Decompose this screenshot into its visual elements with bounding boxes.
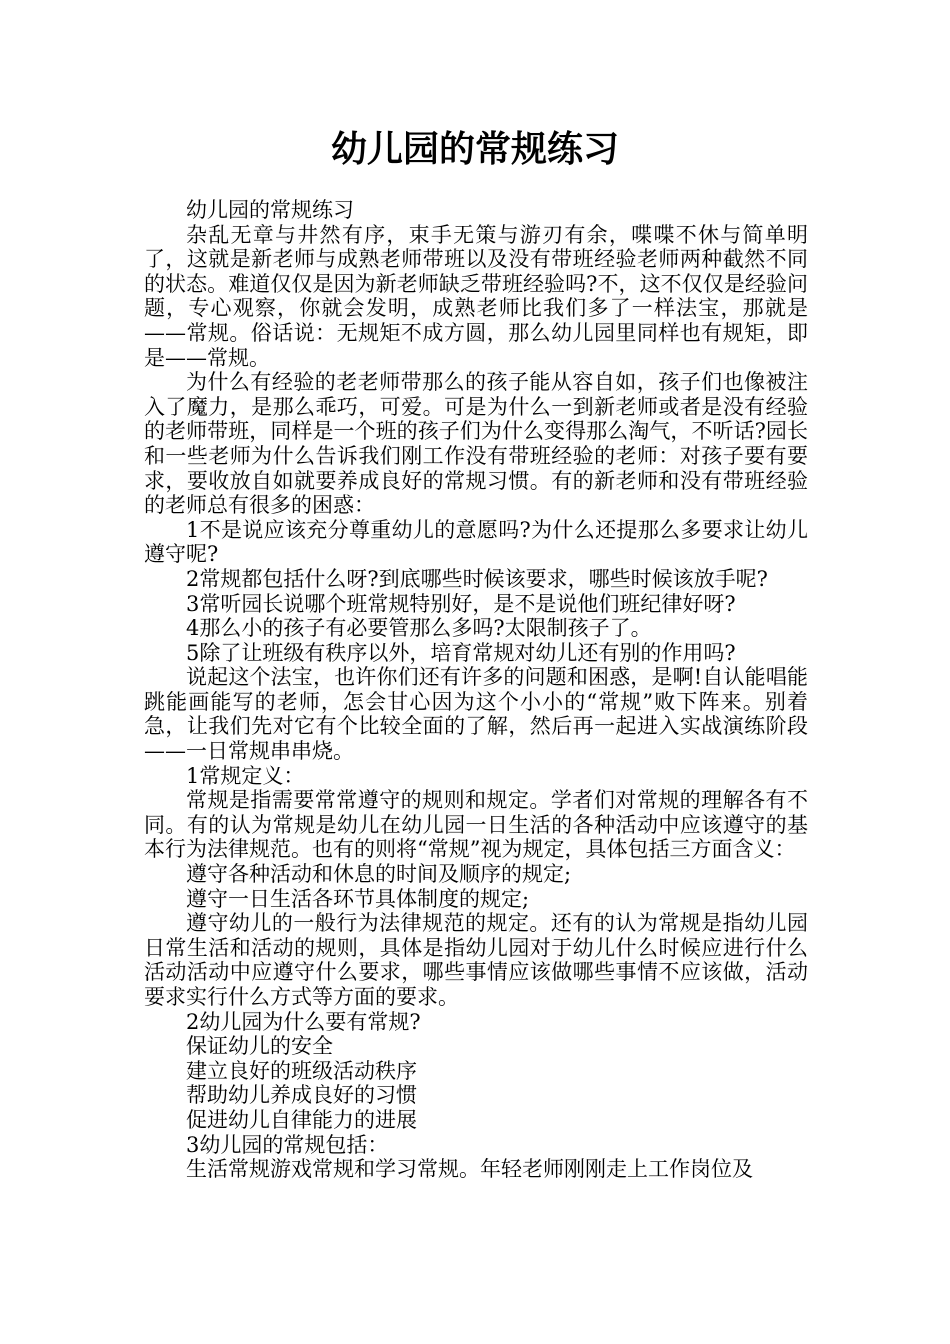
paragraph: 1不是说应该充分尊重幼儿的意愿吗?为什么还提那么多要求让幼儿遵守呢? <box>144 517 808 567</box>
paragraph: 促进幼儿自律能力的进展 <box>186 1107 417 1132</box>
paragraph: 遵守一日生活各环节具体制度的规定; <box>186 886 530 911</box>
paragraph: 4那么小的孩子有必要管那么多吗?太限制孩子了。 <box>186 616 652 641</box>
paragraph: 常规是指需要常常遵守的规则和规定。学者们对常规的理解各有不同。有的认为常规是幼儿在幼儿园一日生活的各种活动中应该遵守的基本行为法律规范。也有的则将“常规”视为规定，具体包括三方面含义： <box>144 788 808 862</box>
paragraph: 遵守各种活动和休息的时间及顺序的规定; <box>186 862 572 887</box>
paragraph: 幼儿园的常规练习 <box>186 198 354 222</box>
paragraph: 说起这个法宝，也许你们还有许多的问题和困惑，是啊!自认能唱能跳能画能写的老师，怎会甘心因为这个小小的“常规”败下阵来。别着急，让我们先对它有个比较全面的了解，然后再一起进入实战演练阶段——一日常规串串烧。 <box>144 665 808 764</box>
paragraph: 建立良好的班级活动秩序 <box>186 1058 417 1083</box>
document-title: 幼儿园的常规练习 <box>330 129 619 170</box>
paragraph: 2幼儿园为什么要有常规? <box>186 1009 421 1034</box>
paragraph: 为什么有经验的老老师带那么的孩子能从容自如，孩子们也像被注入了魔力，是那么乖巧，可爱。可是为什么一到新老师或者是没有经验的老师带班，同样是一个班的孩子们为什么变得那么淘气，不听话?园长和一些老师为什么告诉我们刚工作没有带班经验的老师：对孩子要有要求，要收放自如就要养成良好的常规习惯。有的新老师和没有带班经验的老师总有很多的困惑： <box>144 370 808 518</box>
paragraph: 3常听园长说哪个班常规特别好，是不是说他们班纪律好呀? <box>186 591 736 616</box>
paragraph: 3幼儿园的常规包括： <box>186 1132 389 1157</box>
document-body <box>144 198 808 1182</box>
paragraph: 遵守幼儿的一般行为法律规范的规定。还有的认为常规是指幼儿园日常生活和活动的规则，具体是指幼儿园对于幼儿什么时候应进行什么活动活动中应遵守什么要求，哪些事情应该做哪些事情不应该做，活动要求实行什么方式等方面的要求。 <box>144 911 808 1009</box>
paragraph: 帮助幼儿养成良好的习惯 <box>186 1083 417 1108</box>
paragraph: 杂乱无章与井然有序，束手无策与游刃有余，喋喋不休与简单明了，这就是新老师与成熟老师带班以及没有带班经验老师两种截然不同的状态。难道仅仅是因为新老师缺乏带班经验吗?不，这不仅仅是经验问题，专心观察，你就会发明，成熟老师比我们多了一样法宝，那就是——常规。俗话说：无规矩不成方圆，那么幼儿园里同样也有规矩，即是——常规。 <box>144 222 808 370</box>
paragraph: 1常规定义： <box>186 763 305 788</box>
paragraph: 2常规都包括什么呀?到底哪些时候该要求，哪些时候该放手呢? <box>186 566 768 591</box>
paragraph: 生活常规游戏常规和学习常规。年轻老师刚刚走上工作岗位及 <box>186 1157 753 1182</box>
paragraph: 5除了让班级有秩序以外，培育常规对幼儿还有别的作用吗? <box>186 640 736 665</box>
paragraph: 保证幼儿的安全 <box>186 1034 333 1059</box>
